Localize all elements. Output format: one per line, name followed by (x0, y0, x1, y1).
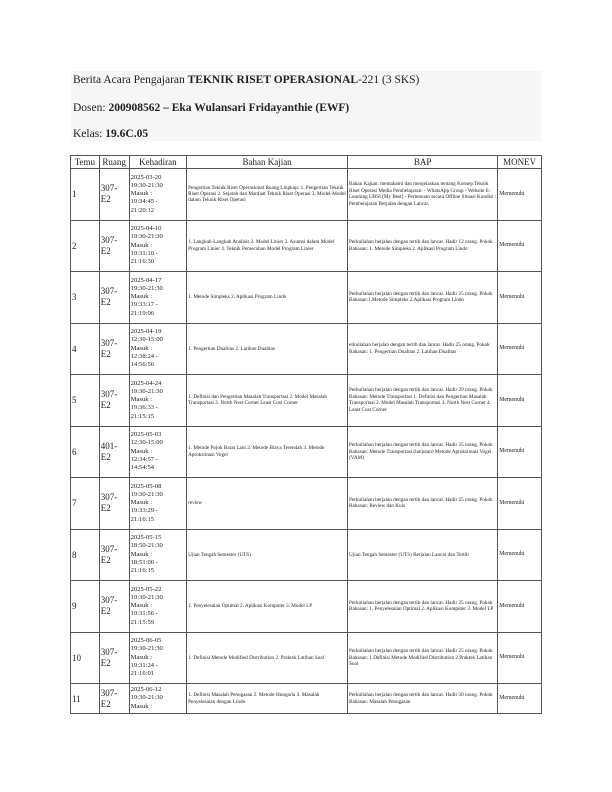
lecturer-value: 200908562 – Eka Wulansari Fridayanthie (EWF) (108, 102, 350, 114)
room-cell: 307- E2 (99, 581, 129, 633)
column-header-bahan-kajian: Bahan Kajian (187, 156, 348, 169)
room-cell: 307- E2 (99, 529, 129, 581)
study-material-cell: 1. Metode Simpleks 2. Aplikasi Program Lindo (187, 272, 348, 324)
table-row (71, 426, 542, 478)
class-line (73, 128, 148, 141)
bap-cell: Perkuliahan berjalan dengan tertib dan lancar. Hadir 30 orang. Pokok Bahasan: Masalah Penugasan (348, 684, 498, 714)
room-cell: 307- E2 (99, 169, 129, 221)
monev-cell: Memenuhi (498, 323, 542, 375)
table-body (71, 169, 542, 714)
room-cell: 307- E2 (99, 272, 129, 324)
lecturer-line (73, 102, 349, 115)
bap-cell: Perkuliahan berjalan dengan tertib dan lancar. Hadir 25 orang. Pokok Bahasan: Metode Transportasi (lanjutan) Metode Aproksimasi Vogel (VAM) (348, 426, 498, 478)
room-cell: 307- E2 (99, 323, 129, 375)
study-material-cell: Pengertian Teknik Riset Operasional Ruang Lingkup: 1. Pengertian Teknik Riset Operasi 2. Sejarah dan Manfaat Teknik Riset Operasi 3. Model-Model dalam Teknik Riset Operasi (187, 169, 348, 221)
temu-cell: 1 (71, 169, 100, 221)
attendance-cell: 2025-05-22 19:30-21:30 Masuk : 19:31:56 - 21:15:59 (129, 581, 187, 633)
monev-cell: Memenuhi (498, 375, 542, 427)
monev-cell: Memenuhi (498, 632, 542, 684)
document-header (71, 71, 541, 141)
title-prefix: Berita Acara Pengajaran (73, 74, 188, 86)
temu-cell: 9 (71, 581, 100, 633)
study-material-cell: review (187, 478, 348, 530)
column-header-temu: Temu (71, 156, 100, 169)
column-header-ruang: Ruang (99, 156, 129, 169)
column-header-bap: BAP (348, 156, 498, 169)
study-material-cell: 1. Metode Pojok Barat Laut 2. Metode Biaya Terendah 3. Metode Aproksimasi Vogel (187, 426, 348, 478)
room-cell: 307- E2 (99, 632, 129, 684)
table-row (71, 220, 542, 272)
lecturer-label: Dosen: (73, 102, 109, 114)
room-cell: 307- E2 (99, 478, 129, 530)
table-row (71, 169, 542, 221)
class-value: 19.6C.05 (105, 128, 149, 140)
room-cell: 307- E2 (99, 375, 129, 427)
temu-cell: 11 (71, 684, 100, 714)
bap-cell: erkuliahan berjalan dengan tertib dan lancar. Hadir 25 orang. Pokok Bahasan: 1. Pengertian Dualitas 2. Latihan Dualitas (348, 323, 498, 375)
study-material-cell: 1. Pengertian Dualitas 2. Latihan Dualitas (187, 323, 348, 375)
temu-cell: 7 (71, 478, 100, 530)
study-material-cell: 1. Langkah-Langkah Analisis 2. Model Linier 3. Asumsi dalam Model Program Linier 4. Teknik Pemecahan Model Program Linier (187, 220, 348, 272)
bap-cell: Perkuliahan berjalan dengan tertib dan lancar. Hadir 25 orang. Pokok Bahasan: Review dan Kuis (348, 478, 498, 530)
study-material-cell: Ujian Tengah Semester (UTS) (187, 529, 348, 581)
table-row (71, 581, 542, 633)
bap-cell: Perkuliahan berjalan dengan tertib dan lancar. Hadir 25 orang. Pokok Bahasan: 1. Penyelesaian Optimal 2. Aplikasi Komputer 3. Model LP (348, 581, 498, 633)
monev-cell: Memenuhi (498, 529, 542, 581)
bap-cell: Ujian Tengah Semester (UTS) Berjalan Lancar dan Tertib (348, 529, 498, 581)
temu-cell: 8 (71, 529, 100, 581)
course-suffix: -221 (3 SKS) (358, 74, 420, 86)
attendance-cell: 2025-05-08 19:30-21:30 Masuk : 19:33:29 - 21:16:15 (129, 478, 187, 530)
table-row (71, 478, 542, 530)
table-row (71, 272, 542, 324)
study-material-cell: 1. Penyelesaian Optimal 2. Aplikasi Komputer 3. Model LP (187, 581, 348, 633)
attendance-cell: 2025-05-15 18:50-21:30 Masuk : 18:51:00 - 21:16:15 (129, 529, 187, 581)
course-name: TEKNIK RISET OPERASIONAL (187, 74, 359, 86)
study-material-cell: 1. Definisi Masalah Penugasan 2. Metode Hungaria 3. Masalah Penyelesaian dengan Lindo (187, 684, 348, 714)
bap-cell: Bahan Kajian: memahami dan menjelaskan tentang Konsep Teknik Riset Operasi Media Pembelajaran: - WhatsApp Group - Website E-Learning UBSI (My Best) - Pertemuan secara Offline Situasi Kondisi : Pembelajaran Berjalan dengan Lancar, (348, 169, 498, 221)
title-line (73, 74, 419, 87)
table-row (71, 323, 542, 375)
bap-cell: Perkuliahan berjalan dengan tertib dan lancar. Hadir 25 orang. Pokok Bahasan: 1.Definisi Metode Modified Distribution 2.Praktek Latihan Soal (348, 632, 498, 684)
monev-cell: Memenuhi (498, 581, 542, 633)
temu-cell: 5 (71, 375, 100, 427)
monev-cell: Memenuhi (498, 684, 542, 714)
table-row (71, 632, 542, 684)
monev-cell: Memenuhi (498, 220, 542, 272)
attendance-cell: 2025-04-19 12:30-15:00 Masuk : 12:38:24 - 14:56:56 (129, 323, 187, 375)
study-material-cell: 1. Definisi dan Pengertian Masalah Transportasi 2. Model Masalah Transportasi 3. North Nest Corner Least Cost Corner (187, 375, 348, 427)
temu-cell: 2 (71, 220, 100, 272)
temu-cell: 6 (71, 426, 100, 478)
table-row (71, 529, 542, 581)
column-header-kehadiran: Kehadiran (129, 156, 187, 169)
table-header-row (71, 156, 542, 169)
attendance-cell: 2025-06-12 19:30-21:30 Masuk : (129, 684, 187, 714)
study-material-cell: 1. Definisi Metode Modified Distribution 2. Praktek Latihan Soal (187, 632, 348, 684)
bap-cell: Perkuliahan berjalan dengan tertib dan lancar. Hadir 25 orang. Pokok Bahasan:1.Metode Simpleks 2.Aplikasi Program Lindo (348, 272, 498, 324)
temu-cell: 3 (71, 272, 100, 324)
attendance-cell: 2025-03-20 19:30-21:30 Masuk : 19:34:45 - 21:20:12 (129, 169, 187, 221)
temu-cell: 4 (71, 323, 100, 375)
attendance-cell: 2025-04-17 19:30-21:30 Masuk : 19:33:17 - 21:19:06 (129, 272, 187, 324)
monev-cell: Memenuhi (498, 169, 542, 221)
temu-cell: 10 (71, 632, 100, 684)
table-row (71, 375, 542, 427)
column-header-monev: MONEV (498, 156, 542, 169)
room-cell: 307- E2 (99, 220, 129, 272)
table-row (71, 684, 542, 714)
monev-cell: Memenuhi (498, 478, 542, 530)
attendance-cell: 2025-06-05 19:30-21:30 Masuk : 19:31:24 - 21:16:01 (129, 632, 187, 684)
class-label: Kelas: (73, 128, 106, 140)
bap-cell: Perkuliahan berjalan dengan tertib dan lancar. Hadir 29 orang. Pokok Bahasan: Metode Transportasi 1. Definisi dan Pengertian Masalah Transportasi 2. Model Masalah Transportasi 3. North Nest Corner 4. Least Cost Corner (348, 375, 498, 427)
room-cell: 307- E2 (99, 684, 129, 714)
room-cell: 401- E2 (99, 426, 129, 478)
monev-cell: Memenuhi (498, 426, 542, 478)
monev-cell: Memenuhi (498, 272, 542, 324)
attendance-table (70, 155, 542, 714)
bap-cell: Perkuliahan berjalan dengan tertib dan lancar. Hadir 12 orang. Pokok Bahasan: 1. Metode Simpleks 2. Aplikasi Program Lindo (348, 220, 498, 272)
attendance-cell: 2025-04-24 19:30-21:30 Masuk : 19:36:33 - 21:15:15 (129, 375, 187, 427)
attendance-cell: 2025-04-10 19:30-21:30 Masuk : 19:31:10 - 21:16:30 (129, 220, 187, 272)
attendance-cell: 2025-05-03 12:30-15:00 Masuk : 12:34:57 - 14:54:54 (129, 426, 187, 478)
